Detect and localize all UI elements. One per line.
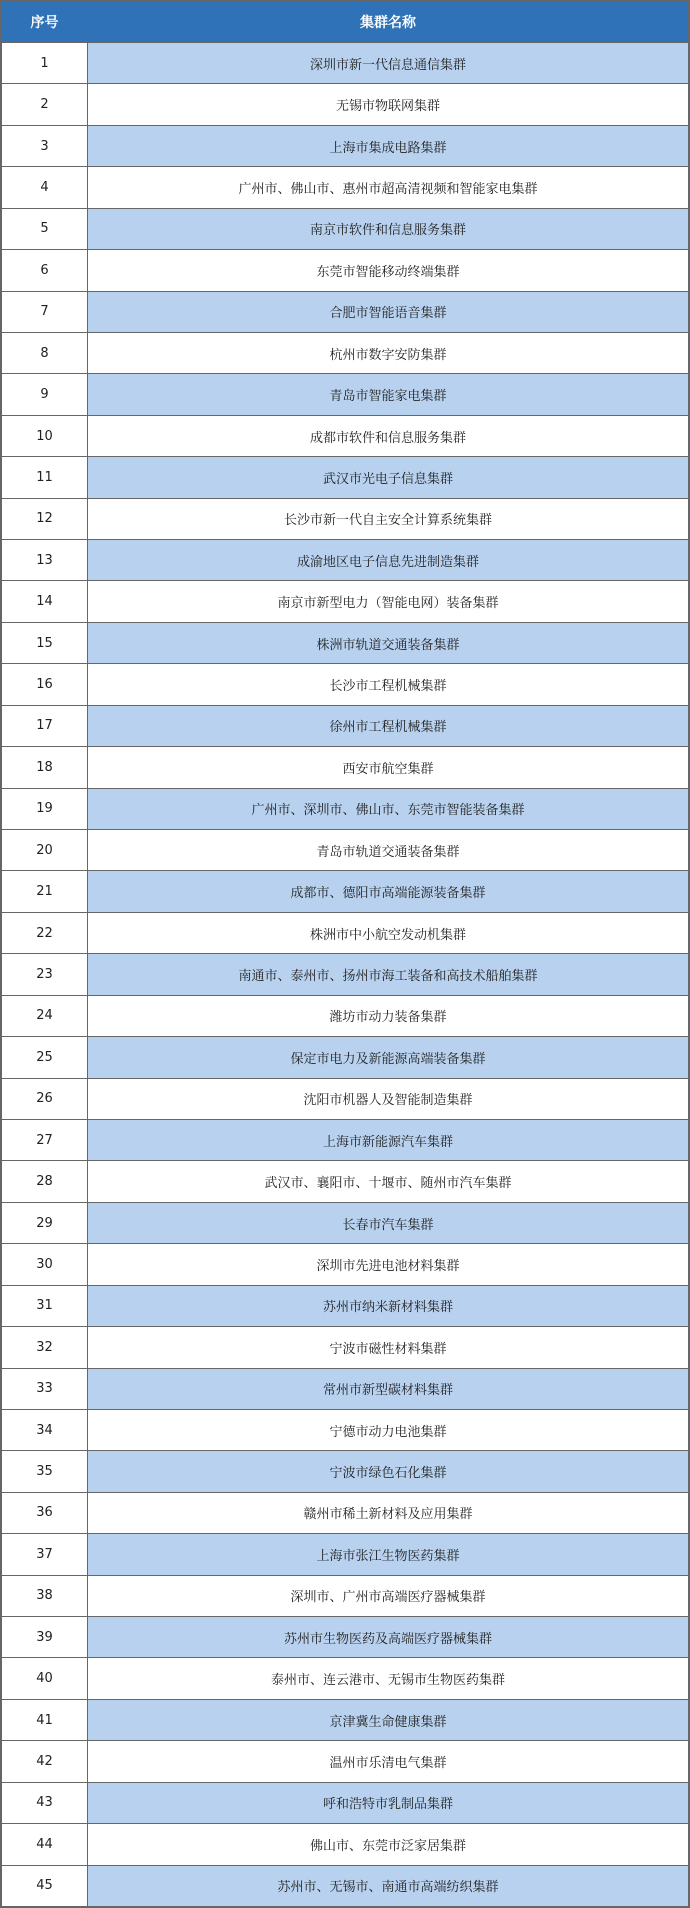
table-row [2, 995, 689, 1036]
row-index-cell: 7 [2, 291, 88, 332]
row-name-cell: 泰州市、连云港市、无锡市生物医药集群 [88, 1658, 689, 1699]
row-name-cell: 长沙市工程机械集群 [88, 664, 689, 705]
table-row [2, 1037, 689, 1078]
table-row [2, 1409, 689, 1450]
row-name-cell: 南京市新型电力（智能电网）装备集群 [88, 581, 689, 622]
row-name-cell: 杭州市数字安防集群 [88, 332, 689, 373]
row-index-cell: 5 [2, 208, 88, 249]
table-row [2, 1451, 689, 1492]
row-index-cell: 43 [2, 1782, 88, 1823]
table-row [2, 84, 689, 125]
row-index-cell: 39 [2, 1617, 88, 1658]
row-name-cell: 呼和浩特市乳制品集群 [88, 1782, 689, 1823]
row-name-cell: 苏州市纳米新材料集群 [88, 1285, 689, 1326]
table-row [2, 581, 689, 622]
table-row [2, 1699, 689, 1740]
table-row [2, 1202, 689, 1243]
table-row [2, 1119, 689, 1160]
row-index-cell: 37 [2, 1534, 88, 1575]
row-index-cell: 27 [2, 1119, 88, 1160]
row-index-cell: 19 [2, 788, 88, 829]
row-name-cell: 长春市汽车集群 [88, 1202, 689, 1243]
table-row [2, 705, 689, 746]
row-name-cell: 南通市、泰州市、扬州市海工装备和高技术船舶集群 [88, 954, 689, 995]
table-row [2, 954, 689, 995]
row-index-cell: 28 [2, 1161, 88, 1202]
row-index-cell: 17 [2, 705, 88, 746]
row-name-cell: 长沙市新一代自主安全计算系统集群 [88, 498, 689, 539]
row-name-cell: 潍坊市动力装备集群 [88, 995, 689, 1036]
row-name-cell: 上海市集成电路集群 [88, 125, 689, 166]
table-row [2, 1161, 689, 1202]
table-row [2, 1078, 689, 1119]
row-name-cell: 成都市软件和信息服务集群 [88, 415, 689, 456]
row-index-cell: 13 [2, 540, 88, 581]
row-name-cell: 青岛市轨道交通装备集群 [88, 830, 689, 871]
row-name-cell: 保定市电力及新能源高端装备集群 [88, 1037, 689, 1078]
table-row [2, 622, 689, 663]
row-index-cell: 22 [2, 912, 88, 953]
row-name-cell: 宁波市磁性材料集群 [88, 1327, 689, 1368]
table-row [2, 208, 689, 249]
table-row [2, 871, 689, 912]
row-name-cell: 广州市、佛山市、惠州市超高清视频和智能家电集群 [88, 167, 689, 208]
table-row [2, 540, 689, 581]
row-index-cell: 12 [2, 498, 88, 539]
row-index-cell: 33 [2, 1368, 88, 1409]
row-name-cell: 青岛市智能家电集群 [88, 374, 689, 415]
table-row [2, 1617, 689, 1658]
row-name-cell: 武汉市、襄阳市、十堰市、随州市汽车集群 [88, 1161, 689, 1202]
row-name-cell: 常州市新型碳材料集群 [88, 1368, 689, 1409]
row-index-cell: 38 [2, 1575, 88, 1616]
row-index-cell: 36 [2, 1492, 88, 1533]
row-name-cell: 成都市、德阳市高端能源装备集群 [88, 871, 689, 912]
row-name-cell: 沈阳市机器人及智能制造集群 [88, 1078, 689, 1119]
row-index-cell: 1 [2, 43, 88, 84]
table-row [2, 1741, 689, 1782]
table-row [2, 332, 689, 373]
table-row [2, 1492, 689, 1533]
row-index-cell: 44 [2, 1824, 88, 1865]
row-index-cell: 4 [2, 167, 88, 208]
row-name-cell: 西安市航空集群 [88, 747, 689, 788]
table-row [2, 498, 689, 539]
row-index-cell: 2 [2, 84, 88, 125]
row-name-cell: 京津冀生命健康集群 [88, 1699, 689, 1740]
row-index-cell: 20 [2, 830, 88, 871]
row-name-cell: 成渝地区电子信息先进制造集群 [88, 540, 689, 581]
table-row [2, 167, 689, 208]
row-index-cell: 25 [2, 1037, 88, 1078]
row-name-cell: 宁德市动力电池集群 [88, 1409, 689, 1450]
row-name-cell: 南京市软件和信息服务集群 [88, 208, 689, 249]
row-index-cell: 8 [2, 332, 88, 373]
table-row [2, 1865, 689, 1906]
row-index-cell: 34 [2, 1409, 88, 1450]
row-name-cell: 无锡市物联网集群 [88, 84, 689, 125]
row-index-cell: 10 [2, 415, 88, 456]
header-row [2, 2, 689, 43]
table-row [2, 1244, 689, 1285]
row-name-cell: 株洲市中小航空发动机集群 [88, 912, 689, 953]
row-index-cell: 35 [2, 1451, 88, 1492]
row-index-cell: 9 [2, 374, 88, 415]
row-index-cell: 3 [2, 125, 88, 166]
header-index: 序号 [2, 2, 88, 43]
row-name-cell: 深圳市、广州市高端医疗器械集群 [88, 1575, 689, 1616]
row-index-cell: 24 [2, 995, 88, 1036]
table-row [2, 415, 689, 456]
table-row [2, 125, 689, 166]
row-index-cell: 29 [2, 1202, 88, 1243]
row-index-cell: 18 [2, 747, 88, 788]
row-name-cell: 武汉市光电子信息集群 [88, 457, 689, 498]
row-index-cell: 40 [2, 1658, 88, 1699]
row-index-cell: 23 [2, 954, 88, 995]
row-name-cell: 合肥市智能语音集群 [88, 291, 689, 332]
row-name-cell: 上海市新能源汽车集群 [88, 1119, 689, 1160]
row-index-cell: 15 [2, 622, 88, 663]
table-row [2, 830, 689, 871]
table-row [2, 788, 689, 829]
row-index-cell: 30 [2, 1244, 88, 1285]
table-row [2, 457, 689, 498]
row-index-cell: 16 [2, 664, 88, 705]
row-name-cell: 株洲市轨道交通装备集群 [88, 622, 689, 663]
table-row [2, 1327, 689, 1368]
table-row [2, 250, 689, 291]
row-name-cell: 温州市乐清电气集群 [88, 1741, 689, 1782]
row-name-cell: 上海市张江生物医药集群 [88, 1534, 689, 1575]
row-index-cell: 21 [2, 871, 88, 912]
table-row [2, 1534, 689, 1575]
table-row [2, 912, 689, 953]
header-name: 集群名称 [88, 2, 689, 43]
table-row [2, 1782, 689, 1823]
row-name-cell: 宁波市绿色石化集群 [88, 1451, 689, 1492]
row-index-cell: 45 [2, 1865, 88, 1906]
row-name-cell: 广州市、深圳市、佛山市、东莞市智能装备集群 [88, 788, 689, 829]
row-name-cell: 苏州市、无锡市、南通市高端纺织集群 [88, 1865, 689, 1906]
table-body [2, 43, 689, 1907]
table-row [2, 664, 689, 705]
table-header [2, 2, 689, 43]
table-row [2, 1368, 689, 1409]
row-name-cell: 深圳市先进电池材料集群 [88, 1244, 689, 1285]
table-row [2, 1575, 689, 1616]
row-index-cell: 14 [2, 581, 88, 622]
row-index-cell: 11 [2, 457, 88, 498]
row-name-cell: 苏州市生物医药及高端医疗器械集群 [88, 1617, 689, 1658]
cluster-table [1, 1, 689, 1907]
table-row [2, 43, 689, 84]
row-name-cell: 徐州市工程机械集群 [88, 705, 689, 746]
row-index-cell: 32 [2, 1327, 88, 1368]
row-name-cell: 佛山市、东莞市泛家居集群 [88, 1824, 689, 1865]
row-index-cell: 41 [2, 1699, 88, 1740]
row-index-cell: 26 [2, 1078, 88, 1119]
table-row [2, 1658, 689, 1699]
table-row [2, 1285, 689, 1326]
row-name-cell: 赣州市稀土新材料及应用集群 [88, 1492, 689, 1533]
row-name-cell: 深圳市新一代信息通信集群 [88, 43, 689, 84]
table-row [2, 291, 689, 332]
row-index-cell: 42 [2, 1741, 88, 1782]
table-row [2, 747, 689, 788]
table-row [2, 1824, 689, 1865]
row-index-cell: 31 [2, 1285, 88, 1326]
row-index-cell: 6 [2, 250, 88, 291]
table-row [2, 374, 689, 415]
row-name-cell: 东莞市智能移动终端集群 [88, 250, 689, 291]
